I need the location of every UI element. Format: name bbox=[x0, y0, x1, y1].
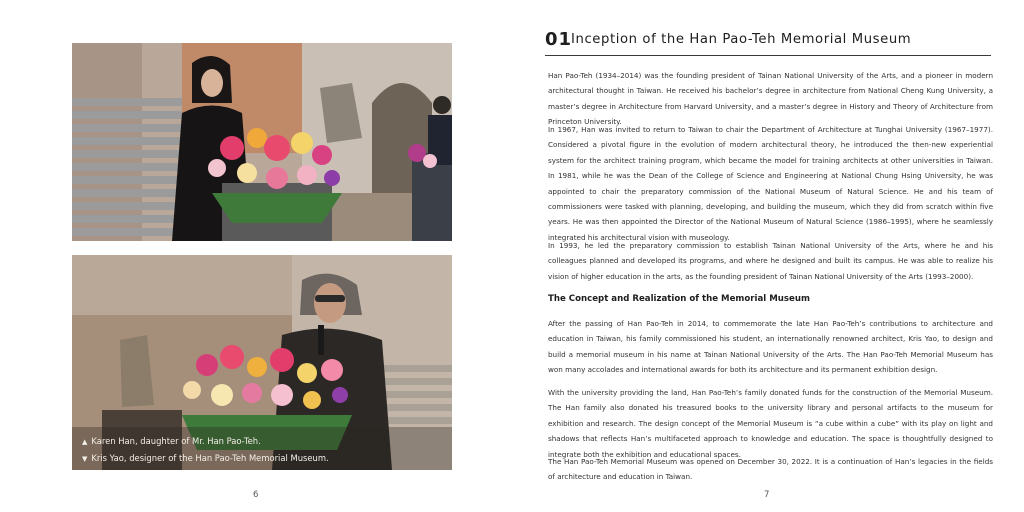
section-title: Inception of the Han Pao-Teh Memorial Museum bbox=[571, 32, 912, 47]
paragraph-biography: Han Pao-Teh (1934–2014) was the founding president of Tainan National University of the Arts, and a pioneer in modern architectural thought in Taiwan. He received his bachelor’s degree in architecture from National Cheng Kung University, a master’s degree in Architecture from Harvard University, and a master’s degree in History and Theory of Architecture from Princeton University. bbox=[548, 71, 993, 127]
caption-text: Kris Yao, designer of the Han Pao-Teh Memorial Museum. bbox=[91, 453, 329, 463]
photo-caption-top bbox=[82, 436, 261, 446]
page-number-left: 6 bbox=[253, 490, 259, 500]
page-number-right: 7 bbox=[764, 490, 770, 500]
triangle-up-icon: ▲ bbox=[82, 438, 88, 446]
paragraph-tunghai: In 1967, Han was invited to return to Taiwan to chair the Department of Architecture at Tunghai University (1967–1977). Considered a pivotal figure in the evolution of modern architectural theory, he introduced the then-new experiential system for the architect training program, which became the model for training architects at other universities in Taiwan. In 1981, while he was the Dean of the College of Science and Engineering at National Chung Hsing University, he was appointed to chair the preparatory commission of the National Museum of Natural Science. He and his team of commissioners were tasked with planning, developing, and building the museum, which they did from scratch within five years. He was then appointed the Director of the National Museum of Natural Science (1986–1995), where he seamlessly integrated his architectural vision with museology. bbox=[548, 125, 993, 242]
section-number: 01 bbox=[545, 29, 573, 50]
paragraph-opening: The Han Pao-Teh Memorial Museum was opened on December 30, 2022. It is a continuation of Han’s legacies in the fields of architecture and education in Taiwan. bbox=[548, 457, 993, 482]
paragraph-donation: With the university providing the land, Han Pao-Teh’s family donated funds for the construction of the Memorial Museum. The Han family also donated his treasured books to the university library and personal artifacts to the museum for exhibition and research. The design concept of the Memorial Museum is “a cube within a cube” with its play on light and shadows that reflects Han’s multifaceted approach to knowledge and education. The space is thoughtfully designed to integrate both the exhibition and educational spaces. bbox=[548, 388, 993, 459]
caption-text: Karen Han, daughter of Mr. Han Pao-Teh. bbox=[91, 436, 261, 446]
paragraph-tnua: In 1993, he led the preparatory commission to establish Tainan National University of the Arts, where he and his colleagues planned and developed its programs, and where he designed and built its campus. He was able to realize his vision of higher education in the arts, as the founding president of Tainan National University of the Arts (1993–2000). bbox=[548, 241, 993, 281]
section-heading bbox=[545, 29, 991, 56]
photo-karen-han-illustration bbox=[72, 43, 452, 241]
subheading: The Concept and Realization of the Memorial Museum bbox=[548, 294, 810, 304]
triangle-down-icon: ▼ bbox=[82, 455, 88, 463]
paragraph-commission: After the passing of Han Pao-Teh in 2014, to commemorate the late Han Pao-Teh’s contributions to architecture and education in Taiwan, his family commissioned his student, an internationally renowned architect, Kris Yao, to design and build a memorial museum in his name at Tainan National University of the Arts. The Han Pao-Teh Memorial Museum has won many accolades and international awards for both its architecture and its permanent exhibition design. bbox=[548, 319, 993, 375]
photo-karen-han bbox=[72, 43, 452, 241]
photo-caption-bottom bbox=[82, 453, 329, 463]
